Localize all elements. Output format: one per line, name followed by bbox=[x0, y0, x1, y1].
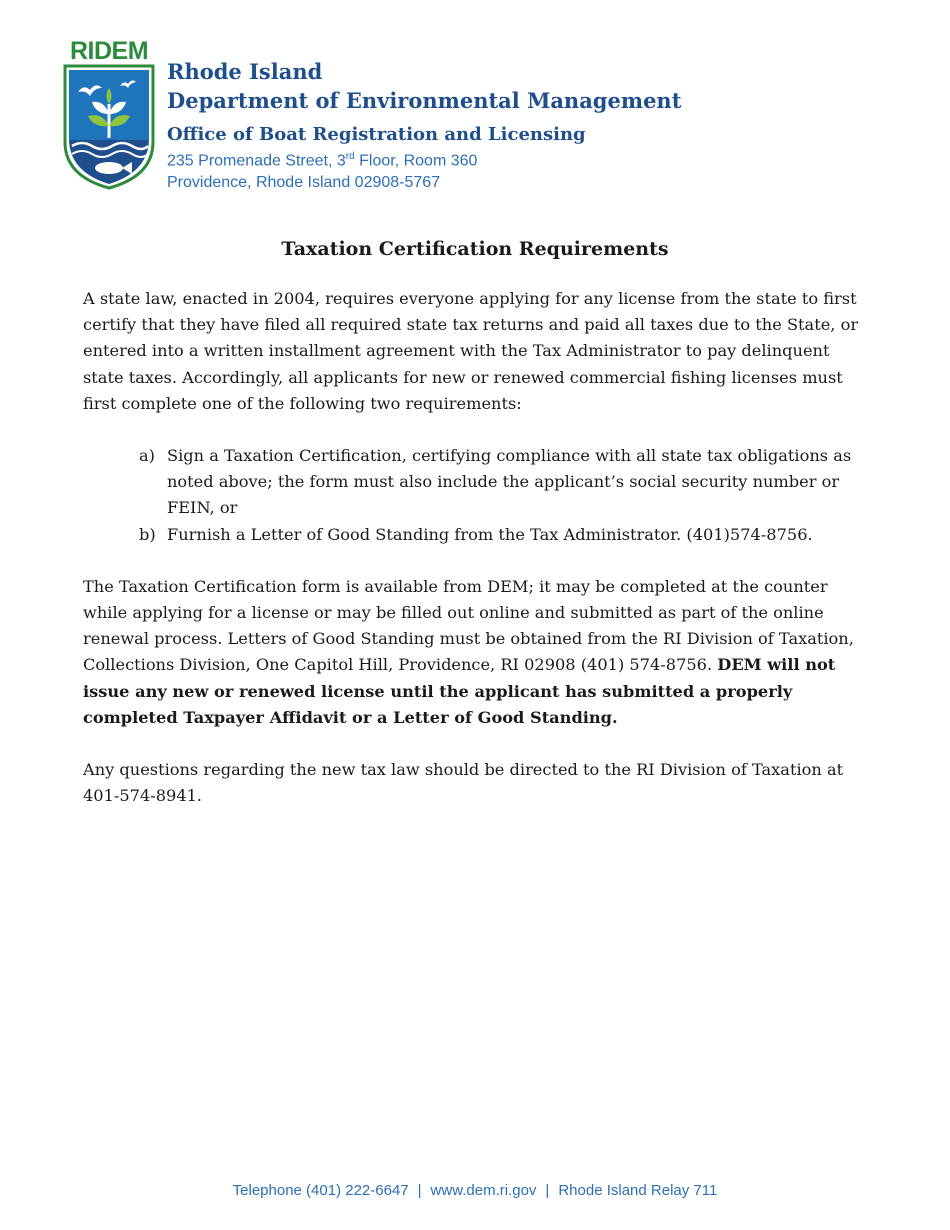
department-name: Department of Environmental Management bbox=[167, 88, 682, 113]
letterhead bbox=[167, 57, 681, 194]
footer-website-link[interactable]: www.dem.ri.gov bbox=[430, 1182, 537, 1199]
ridem-logo bbox=[62, 38, 156, 190]
list-item: a) Sign a Taxation Certification, certifying compliance with all state tax obligations as noted above; the form must also include the applicant’s social security number or FEIN, or bbox=[139, 446, 852, 518]
footer: Telephone (401) 222-6647 | www.dem.ri.gov | Rhode Island Relay 711 bbox=[232, 1182, 718, 1199]
page-title: Taxation Certification Requirements bbox=[281, 238, 669, 260]
footer-relay: Rhode Island Relay 711 bbox=[558, 1182, 718, 1199]
list-item: b) Furnish a Letter of Good Standing from the Tax Administrator. (401)574-8756. bbox=[139, 524, 813, 544]
state-name: Rhode Island bbox=[167, 59, 323, 84]
logo-wordmark: RIDEM bbox=[69, 37, 149, 65]
form-availability-paragraph: The Taxation Certification form is available from DEM; it may be completed at the counter while applying for a license or may be filled out online and submitted as part of the online renewal process. Letters of Good Standing must be obtained from the RI Division of Taxation, Collections Division, One Capitol Hill, Providence, RI 02908 (401) 574-8756. DEM will not issue any new or renewed license until the applicant has submitted a properly completed Taxpayer Affidavit or a Letter of Good Standing. bbox=[83, 576, 854, 727]
address-line-1: 235 Promenade Street, 3rd Floor, Room 360 bbox=[167, 151, 478, 170]
ridem-shield-emblem bbox=[62, 64, 156, 190]
requirements-list bbox=[83, 443, 873, 548]
intro-paragraph: A state law, enacted in 2004, requires everyone applying for any license from the state to first certify that they have filed all required state tax returns and paid all taxes due to the State, or entered into a written installment agreement with the Tax Administrator to pay delinquent state taxes. Accordingly, all applicants for new or renewed commercial fishing licenses must first complete one of the following two requirements: bbox=[83, 289, 859, 413]
office-name: Office of Boat Registration and Licensing bbox=[167, 124, 586, 145]
footer-telephone: Telephone (401) 222-6647 bbox=[232, 1182, 409, 1199]
questions-paragraph: Any questions regarding the new tax law should be directed to the RI Division of Taxation at 401-574-8941. bbox=[83, 760, 844, 806]
document-body bbox=[83, 286, 873, 809]
address-line-2: Providence, Rhode Island 02908-5767 bbox=[167, 174, 441, 192]
license-warning: DEM will not issue any new or renewed license until the applicant has submitted a properly completed Taxpayer Affidavit or a Letter of Good Standing. bbox=[83, 655, 836, 727]
